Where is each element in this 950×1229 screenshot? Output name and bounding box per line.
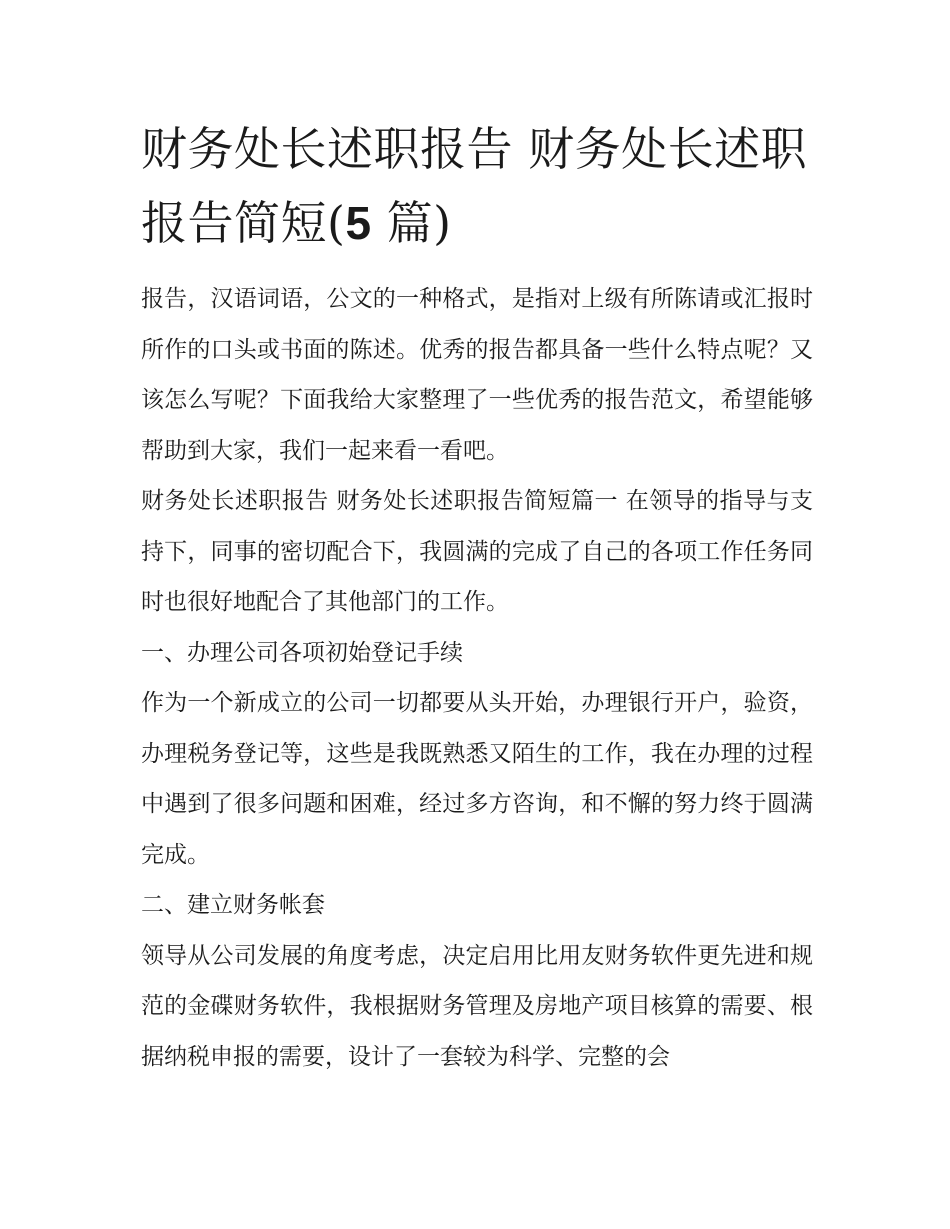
title-text-part2: 篇) (371, 196, 452, 250)
heading-initial-registration: 一、办理公司各项初始登记手续 (141, 639, 463, 666)
intro-paragraph: 报告，汉语词语，公文的一种格式，是指对上级有所陈请或汇报时所作的口头或书面的陈述。优秀的报告都具备一些什么特点呢？又该怎么写呢？下面我给大家整理了一些优秀的报告范文，希望能够帮助到大家，我们一起来看一看吧。 (141, 286, 813, 464)
accounting-paragraph: 领导从公司发展的角度考虑，决定启用比用友财务软件更先进和规范的金碟财务软件，我根据财务管理及房地产项目核算的需要、根据纳税申报的需要，设计了一套较为科学、完整的会 (141, 942, 813, 1070)
document-body (141, 274, 813, 1082)
section-one-paragraph: 财务处长述职报告 财务处长述职报告简短篇一 在领导的指导与支持下，同事的密切配合下，我圆满的完成了自己的各项工作任务同时也很好地配合了其他部门的工作。 (141, 488, 813, 615)
title-text-part1: 财务处长述职报告 财务处长述职报告简短( (141, 122, 808, 250)
document-title (141, 112, 813, 260)
registration-paragraph: 作为一个新成立的公司一切都要从头开始，办理银行开户，验资，办理税务登记等，这些是我既熟悉又陌生的工作，我在办理的过程中遇到了很多问题和困难，经过多方咨询，和不懈的努力终于圆满完成。 (141, 690, 813, 868)
heading-accounting-setup: 二、建立财务帐套 (141, 892, 325, 918)
title-count: 5 (345, 197, 372, 249)
document-page (141, 112, 813, 1082)
